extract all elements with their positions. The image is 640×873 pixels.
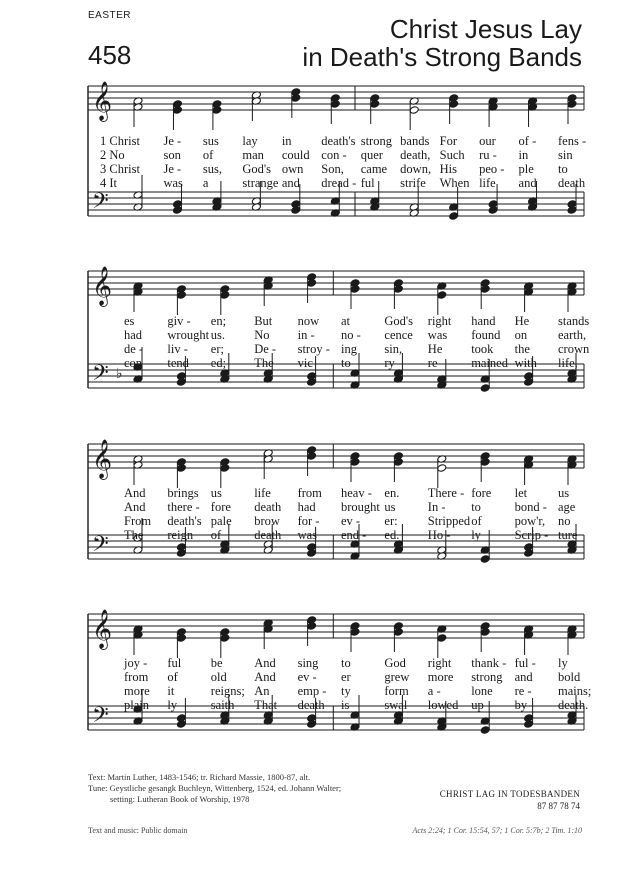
lyric-syllable: er; — [210, 342, 224, 356]
lyric-syllable: of — [167, 670, 178, 684]
lyric-syllable: grew — [384, 670, 410, 684]
bass-clef-icon: 𝄢 — [92, 703, 109, 733]
lyric-syllable: strong — [360, 134, 392, 148]
lyric-syllable: And — [254, 670, 276, 684]
lyric-syllable: had — [124, 328, 143, 342]
lyric-syllable: in — [281, 134, 292, 148]
note-head — [480, 384, 490, 393]
note-head — [480, 726, 490, 735]
lyric-syllable: mained — [471, 356, 508, 370]
lyric-syllable: And — [124, 486, 146, 500]
lyric-syllable: to — [341, 656, 351, 670]
lyric-syllable: ev - — [341, 514, 361, 528]
lyric-syllable: strife — [400, 176, 426, 190]
lyric-syllable: a - — [427, 684, 441, 698]
lyric-syllable: bond - — [514, 500, 547, 514]
lyric-syllable: old — [210, 670, 227, 684]
lyric-syllable: tend - — [167, 356, 197, 370]
lyric-syllable: No — [254, 328, 270, 342]
lyric-syllable: Such — [439, 148, 465, 162]
lyric-syllable: ture — [558, 528, 578, 542]
lyric-syllable: ly — [558, 656, 568, 670]
tune-name: CHRIST LAG IN TODESBANDEN — [439, 789, 580, 799]
lyric-syllable: lowed — [427, 698, 459, 712]
lyric-syllable: brings — [167, 486, 199, 500]
lyric-syllable: sus — [202, 134, 219, 148]
lyric-syllable: de - — [124, 342, 144, 356]
lyric-syllable: to — [471, 500, 481, 514]
lyric-syllable: 1 Christ — [100, 134, 140, 148]
lyric-syllable: saith — [210, 698, 235, 712]
lyric-syllable: bold — [558, 670, 581, 684]
lyric-syllable: sin — [558, 148, 573, 162]
lyric-syllable: er — [341, 670, 351, 684]
lyric-syllable: was — [297, 528, 318, 542]
lyric-syllable: our — [479, 134, 496, 148]
lyric-syllable: us. — [210, 328, 226, 342]
lyric-syllable: The — [254, 356, 274, 370]
lyric-syllable: en; — [210, 314, 227, 328]
lyric-syllable: the — [514, 342, 530, 356]
lyric-syllable: in - — [297, 328, 315, 342]
lyric-syllable: to — [558, 162, 568, 176]
lyric-syllable: es — [124, 314, 135, 328]
lyric-syllable: earth, — [558, 328, 587, 342]
lyric-syllable: death. — [558, 698, 589, 712]
lyric-syllable: fore — [210, 500, 231, 514]
lyric-syllable: of — [210, 528, 222, 542]
lyric-syllable: let — [514, 486, 528, 500]
lyric-syllable: death — [297, 698, 325, 712]
lyric-syllable: pow'r, — [514, 514, 546, 528]
meter: 87 87 78 74 — [537, 801, 580, 811]
lyric-syllable: a — [202, 176, 209, 190]
bass-clef-icon: 𝄢 — [92, 189, 109, 219]
hymn-number: 458 — [88, 40, 132, 70]
lyric-syllable: strong — [471, 670, 503, 684]
lyric-syllable: there - — [167, 500, 200, 514]
lyric-syllable: lay — [242, 134, 258, 148]
lyric-syllable: right — [427, 314, 452, 328]
lyric-syllable: Ho - — [427, 528, 451, 542]
lyric-syllable: ed. — [384, 528, 400, 542]
lyric-syllable: had — [297, 500, 316, 514]
lyric-syllable: en. — [384, 486, 400, 500]
lyric-syllable: stands — [558, 314, 590, 328]
lyric-syllable: The — [124, 528, 144, 542]
treble-clef-icon: 𝄞 — [92, 266, 113, 306]
lyric-syllable: strange — [242, 176, 279, 190]
lyric-syllable: death, — [400, 148, 431, 162]
lyric-syllable: God — [384, 656, 406, 670]
lyric-syllable: and — [514, 670, 533, 684]
lyric-syllable: stroy - — [297, 342, 330, 356]
lyric-syllable: son — [163, 148, 181, 162]
lyric-syllable: plain - — [124, 698, 157, 712]
lyric-syllable: on — [514, 328, 528, 342]
lyric-syllable: it — [167, 684, 175, 698]
lyric-syllable: at — [341, 314, 351, 328]
lyric-syllable: Je - — [163, 162, 182, 176]
lyric-syllable: death's — [321, 134, 356, 148]
lyric-syllable: From — [124, 514, 152, 528]
lyric-syllable: life — [479, 176, 496, 190]
lyric-syllable: But — [254, 314, 273, 328]
lyric-syllable: sus, — [202, 162, 223, 176]
lyric-syllable: of — [202, 148, 214, 162]
lyric-syllable: age — [558, 500, 576, 514]
lyric-syllable: ly — [471, 528, 481, 542]
lyric-syllable: wrought — [167, 328, 210, 342]
lyric-syllable: more — [124, 684, 150, 698]
lyric-syllable: And — [124, 500, 146, 514]
lyric-syllable: 3 Christ — [100, 162, 140, 176]
lyric-syllable: to - — [341, 356, 359, 370]
lyric-syllable: pale — [210, 514, 232, 528]
lyric-syllable: His — [439, 162, 457, 176]
text-credit: Text: Martin Luther, 1483-1546; tr. Richard Massie, 1800-87, alt. — [88, 772, 311, 782]
lyric-syllable: In - — [427, 500, 446, 514]
setting-credit: setting: Lutheran Book of Worship, 1978 — [110, 794, 250, 804]
lyric-syllable: sin, — [384, 342, 403, 356]
lyric-syllable: 4 It — [100, 176, 118, 190]
lyric-syllable: swal - — [384, 698, 415, 712]
lyric-syllable: us — [384, 500, 396, 514]
lyric-syllable: cence — [384, 328, 413, 342]
lyric-syllable: lone — [471, 684, 493, 698]
lyric-syllable: God's — [384, 314, 414, 328]
lyric-syllable: was — [427, 328, 448, 342]
lyric-syllable: dread - — [321, 176, 357, 190]
lyric-syllable: life, — [558, 356, 578, 370]
lyric-syllable: us — [210, 486, 222, 500]
lyric-syllable: from — [297, 486, 322, 500]
bass-clef-icon: 𝄢 — [92, 532, 109, 562]
lyric-syllable: thank - — [471, 656, 507, 670]
lyric-syllable: He — [427, 342, 443, 356]
lyric-syllable: He — [514, 314, 530, 328]
lyric-syllable: brow — [254, 514, 280, 528]
lyric-syllable: found — [471, 328, 501, 342]
lyric-syllable: That — [254, 698, 278, 712]
treble-clef-icon: 𝄞 — [92, 609, 113, 649]
lyric-syllable: in — [518, 148, 529, 162]
lyric-syllable: down, — [400, 162, 432, 176]
lyric-syllable: be — [210, 656, 223, 670]
lyric-syllable: Scrip - — [514, 528, 549, 542]
treble-clef-icon: 𝄞 — [92, 439, 113, 479]
lyric-syllable: ly — [167, 698, 178, 712]
lyric-syllable: quer — [360, 148, 383, 162]
lyric-syllable: no - — [341, 328, 361, 342]
lyric-syllable: liv - — [167, 342, 188, 356]
lyric-syllable: ing — [341, 342, 357, 356]
lyric-syllable: re - — [427, 356, 445, 370]
flat-icon: ♭ — [116, 366, 123, 382]
note-head — [437, 464, 447, 473]
lyric-syllable: heav - — [341, 486, 372, 500]
lyric-syllable: death — [558, 176, 586, 190]
scripture-references: Acts 2:24; 1 Cor. 15:54, 57; 1 Cor. 5:7b; 2 Tim. 1:10 — [412, 826, 582, 835]
note-head — [449, 212, 459, 221]
lyric-syllable: mains; — [558, 684, 592, 698]
lyric-syllable: no — [558, 514, 571, 528]
lyric-syllable: There - — [427, 486, 465, 500]
tune-credit: Tune: Geystliche gesangk Buchleyn, Wittenberg, 1524, ed. Johann Walter; — [88, 783, 342, 793]
lyric-syllable: er: — [384, 514, 398, 528]
hymn-title-line2: in Death's Strong Bands — [302, 42, 582, 72]
lyric-syllable: joy - — [124, 656, 148, 670]
lyric-syllable: ed; — [210, 356, 227, 370]
note-head — [437, 634, 447, 643]
lyric-syllable: reigns; — [210, 684, 245, 698]
lyric-syllable: with — [514, 356, 537, 370]
lyric-syllable: An — [254, 684, 270, 698]
lyric-syllable: con - — [321, 148, 347, 162]
bass-clef-icon: 𝄢 — [92, 361, 109, 391]
lyric-syllable: took — [471, 342, 494, 356]
lyric-syllable: of - — [518, 134, 537, 148]
treble-clef-icon: 𝄞 — [92, 81, 113, 121]
lyric-syllable: from — [124, 670, 149, 684]
lyric-syllable: and — [518, 176, 537, 190]
lyric-syllable: Son, — [321, 162, 344, 176]
section-label: EASTER — [88, 10, 132, 21]
lyric-syllable: God's — [242, 162, 272, 176]
note-head — [409, 106, 419, 115]
lyric-syllable: ty — [341, 684, 351, 698]
lyric-syllable: When — [439, 176, 470, 190]
lyric-syllable: For — [439, 134, 457, 148]
lyric-syllable: re - — [514, 684, 532, 698]
lyric-syllable: And — [254, 656, 276, 670]
lyric-syllable: now — [297, 314, 320, 328]
lyric-syllable: is — [341, 698, 350, 712]
lyric-syllable: Stripped — [427, 514, 471, 528]
lyric-syllable: by — [514, 698, 528, 712]
lyric-syllable: death — [254, 528, 282, 542]
lyric-syllable: up — [471, 698, 484, 712]
lyric-syllable: ry — [384, 356, 395, 370]
lyric-syllable: for - — [297, 514, 320, 528]
lyric-syllable: ev - — [297, 670, 317, 684]
lyric-syllable: con - — [124, 356, 150, 370]
lyric-syllable: fens - — [558, 134, 587, 148]
lyric-syllable: emp - — [297, 684, 327, 698]
lyric-syllable: end - — [341, 528, 367, 542]
lyric-syllable: peo - — [479, 162, 505, 176]
lyric-syllable: giv - — [167, 314, 191, 328]
lyric-syllable: could — [281, 148, 310, 162]
lyric-syllable: own — [281, 162, 304, 176]
lyric-syllable: was — [163, 176, 183, 190]
lyric-syllable: De - — [254, 342, 277, 356]
lyric-syllable: crown — [558, 342, 590, 356]
lyric-syllable: ful — [360, 176, 375, 190]
note-head — [437, 291, 447, 300]
lyric-syllable: brought — [341, 500, 380, 514]
lyric-syllable: death's — [167, 514, 202, 528]
lyric-syllable: 2 No — [100, 148, 125, 162]
note-head — [480, 555, 490, 564]
lyric-syllable: form — [384, 684, 409, 698]
lyric-syllable: Je - — [163, 134, 182, 148]
lyric-syllable: more — [427, 670, 454, 684]
lyric-syllable: right — [427, 656, 452, 670]
lyric-syllable: ple — [518, 162, 534, 176]
lyric-syllable: of — [471, 514, 482, 528]
lyric-syllable: vic - — [297, 356, 321, 370]
copyright: Text and music: Public domain — [88, 826, 188, 835]
lyric-syllable: us — [558, 486, 570, 500]
lyric-syllable: fore — [471, 486, 492, 500]
lyric-syllable: ful — [167, 656, 182, 670]
lyric-syllable: hand — [471, 314, 496, 328]
lyric-syllable: sing — [297, 656, 319, 670]
lyric-syllable: ful - — [514, 656, 536, 670]
lyric-syllable: man — [242, 148, 264, 162]
lyric-syllable: reign — [167, 528, 194, 542]
hymn-title-line1: Christ Jesus Lay — [389, 14, 582, 44]
lyric-syllable: death — [254, 500, 282, 514]
lyric-syllable: bands — [400, 134, 430, 148]
lyric-syllable: came — [360, 162, 388, 176]
lyric-syllable: life — [254, 486, 271, 500]
lyric-syllable: and — [281, 176, 300, 190]
lyric-syllable: ru - — [479, 148, 497, 162]
